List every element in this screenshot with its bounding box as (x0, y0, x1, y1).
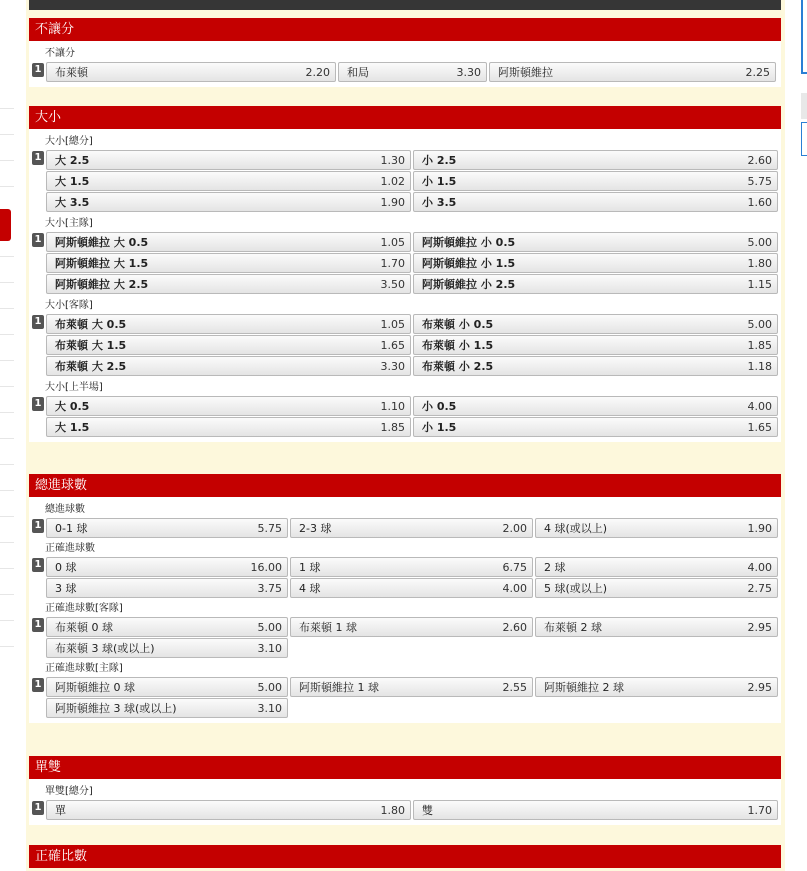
odds-button[interactable]: 5 球(或以上) 2.75 (535, 578, 778, 598)
odds-button[interactable]: 布萊頓 2.20 (46, 62, 336, 82)
odds-button[interactable]: 小 2.5 2.60 (413, 150, 778, 170)
market-moneyline (29, 46, 781, 83)
odds-button[interactable]: 0 球 16.00 (46, 557, 288, 577)
odds-button[interactable]: 布萊頓 0 球 5.00 (46, 617, 288, 637)
odds-button[interactable]: 4 球 4.00 (290, 578, 533, 598)
odds-button[interactable]: 大 1.5 1.85 (46, 417, 411, 437)
odds-button[interactable]: 布萊頓 2 球 2.95 (535, 617, 778, 637)
odds-button[interactable]: 阿斯頓維拉 1 球 2.55 (290, 677, 533, 697)
odds-button[interactable]: 小 1.5 5.75 (413, 171, 778, 191)
odds-button[interactable]: 布萊頓 小 0.5 5.00 (413, 314, 778, 334)
section-header[interactable]: 不讓分 (29, 18, 781, 41)
odds-button[interactable]: 布萊頓 大 2.5 3.30 (46, 356, 411, 376)
market-title: 大小[上半場] (45, 382, 103, 393)
odds-button[interactable]: 大 0.5 1.10 (46, 396, 411, 416)
section-header[interactable]: 正確比數 (29, 845, 781, 868)
right-panel-input[interactable] (801, 122, 807, 156)
market-exact-goals-home (29, 661, 781, 719)
section-handicap-none (29, 18, 781, 87)
odds-button[interactable]: 阿斯頓維拉 2 球 2.95 (535, 677, 778, 697)
section-total-goals (29, 474, 781, 723)
odds-button[interactable]: 阿斯頓維拉 大 1.5 1.70 (46, 253, 411, 273)
odds-button[interactable]: 小 3.5 1.60 (413, 192, 778, 212)
market-title: 單雙[總分] (45, 786, 93, 797)
market-badge: 1 (32, 315, 44, 329)
market-badge: 1 (32, 519, 44, 533)
section-header[interactable]: 單雙 (29, 756, 781, 779)
left-sidebar-edge (0, 0, 14, 871)
market-over-under-total (29, 134, 781, 213)
right-panel-edge (801, 0, 807, 871)
odds-button[interactable]: 1 球 6.75 (290, 557, 533, 577)
odds-button[interactable]: 和局 3.30 (338, 62, 487, 82)
market-badge: 1 (32, 618, 44, 632)
odds-button[interactable]: 雙 1.70 (413, 800, 778, 820)
market-title: 正確進球數 (45, 543, 95, 554)
market-badge: 1 (32, 678, 44, 692)
odds-button[interactable]: 3 球 3.75 (46, 578, 288, 598)
section-header[interactable]: 總進球數 (29, 474, 781, 497)
market-title: 正確進球數[客隊] (45, 603, 123, 614)
odds-button[interactable]: 小 0.5 4.00 (413, 396, 778, 416)
odds-button[interactable]: 阿斯頓維拉 大 0.5 1.05 (46, 232, 411, 252)
section-header[interactable]: 大小 (29, 106, 781, 129)
odds-button[interactable]: 布萊頓 小 2.5 1.18 (413, 356, 778, 376)
odds-button[interactable]: 大 3.5 1.90 (46, 192, 411, 212)
odds-button[interactable]: 阿斯頓維拉 小 2.5 1.15 (413, 274, 778, 294)
market-badge: 1 (32, 63, 44, 77)
section-over-under (29, 106, 781, 442)
odds-button[interactable]: 小 1.5 1.65 (413, 417, 778, 437)
market-odd-even (29, 784, 781, 821)
odds-button[interactable]: 大 1.5 1.02 (46, 171, 411, 191)
market-badge: 1 (32, 558, 44, 572)
market-over-under-home (29, 216, 781, 295)
market-total-goals (29, 502, 781, 539)
market-over-under-away (29, 298, 781, 377)
odds-button[interactable]: 單 1.80 (46, 800, 411, 820)
section-correct-score (29, 845, 781, 868)
odds-button[interactable]: 阿斯頓維拉 2.25 (489, 62, 776, 82)
odds-button[interactable]: 布萊頓 3 球(或以上) 3.10 (46, 638, 288, 658)
odds-button[interactable]: 4 球(或以上) 1.90 (535, 518, 778, 538)
market-title: 正確進球數[主隊] (45, 663, 123, 674)
odds-button[interactable]: 布萊頓 1 球 2.60 (290, 617, 533, 637)
market-exact-goals-away (29, 601, 781, 659)
odds-button[interactable]: 大 2.5 1.30 (46, 150, 411, 170)
odds-button[interactable]: 2-3 球 2.00 (290, 518, 533, 538)
odds-button[interactable]: 阿斯頓維拉 0 球 5.00 (46, 677, 288, 697)
odds-button[interactable]: 2 球 4.00 (535, 557, 778, 577)
top-bar (29, 0, 781, 10)
right-panel-tab[interactable] (801, 93, 807, 119)
market-title: 大小[主隊] (45, 218, 93, 229)
market-over-under-first-half (29, 380, 781, 438)
market-title: 總進球數 (45, 504, 85, 515)
odds-button[interactable]: 布萊頓 大 1.5 1.65 (46, 335, 411, 355)
market-title: 大小[客隊] (45, 300, 93, 311)
market-title: 不讓分 (45, 48, 75, 59)
odds-button[interactable]: 阿斯頓維拉 3 球(或以上) 3.10 (46, 698, 288, 718)
odds-button[interactable]: 0-1 球 5.75 (46, 518, 288, 538)
market-badge: 1 (32, 233, 44, 247)
sidebar-active-tab[interactable] (0, 209, 11, 241)
section-odd-even (29, 756, 781, 825)
market-badge: 1 (32, 151, 44, 165)
odds-button[interactable]: 阿斯頓維拉 大 2.5 3.50 (46, 274, 411, 294)
market-exact-goals (29, 541, 781, 599)
betting-markets-panel (26, 0, 785, 871)
market-badge: 1 (32, 397, 44, 411)
odds-button[interactable]: 阿斯頓維拉 小 1.5 1.80 (413, 253, 778, 273)
odds-button[interactable]: 布萊頓 大 0.5 1.05 (46, 314, 411, 334)
market-badge: 1 (32, 801, 44, 815)
right-panel-box[interactable] (801, 0, 807, 74)
odds-button[interactable]: 阿斯頓維拉 小 0.5 5.00 (413, 232, 778, 252)
odds-button[interactable]: 布萊頓 小 1.5 1.85 (413, 335, 778, 355)
market-title: 大小[總分] (45, 136, 93, 147)
